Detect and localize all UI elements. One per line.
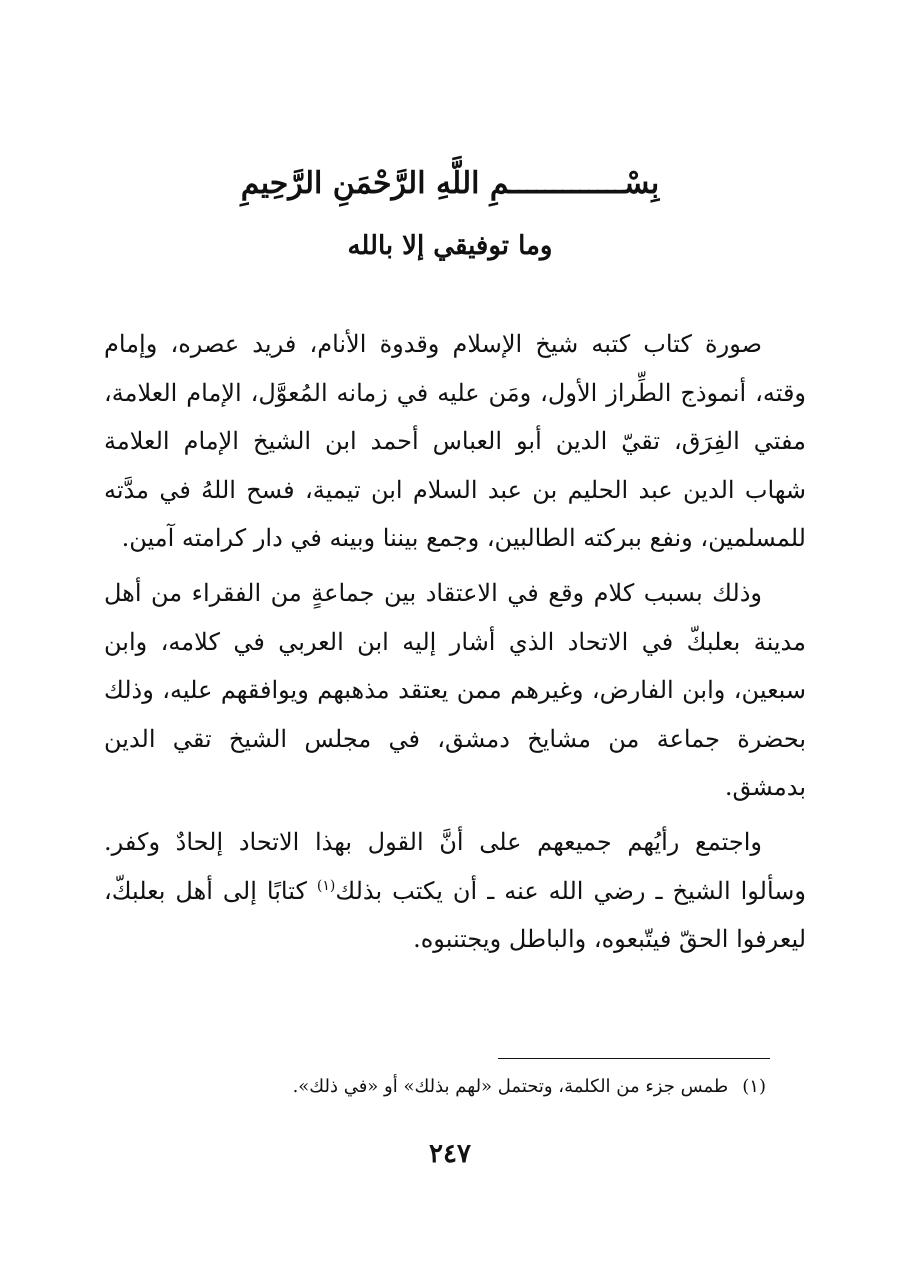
paragraph-3-text-end: كتابًا إلى أهل بعلبكّ، ليعرفوا الحقّ فيتّبعوه، والباطل ويجتنبوه. <box>104 876 806 954</box>
paragraph-2: وذلك بسبب كلام وقع في الاعتقاد بين جماعةٍ من الفقراء من أهل مدينة بعلبكّ في الاتحاد الذي أشار إليه ابن العربي في كلامه، وابن سبعين، وابن الفارض، وغيرهم ممن يعتقد مذهبهم ويوافقهم عليه، وذلك بحضرة جماعة من مشايخ دمشق، في مجلس الشيخ تقي الدين بدمشق. <box>104 578 807 802</box>
footnote-divider <box>498 1058 770 1059</box>
basmala-heading: بِسْـــــــــــــمِ اللَّهِ الرَّحْمَنِ الرَّحِيمِ <box>240 166 660 201</box>
subheading: وما توفيقي إلا بالله <box>347 231 553 261</box>
paragraph-3-text-start: واجتمع رأيُهم جميعهم على أنَّ القول بهذا الاتحاد إلحادٌ وكفر. وسألوا الشيخ ـ رضي الله عنه ـ أن يكتب بذلك <box>104 827 806 905</box>
footnote-text: طمس جزء من الكلمة، وتحتمل «لهم بذلك» أو «في ذلك». <box>292 1076 729 1097</box>
main-text <box>104 320 806 964</box>
footnote-number: (١) <box>742 1076 766 1097</box>
paragraph-1: صورة كتاب كتبه شيخ الإسلام وقدوة الأنام، فريد عصره، وإمام وقته، أنموذج الطِّراز الأول، ومَن عليه في زمانه المُعوَّل، الإمام العلامة، مفتي الفِرَق، تقيّ الدين أبو العباس أحمد ابن الشيخ الإمام العلامة شهاب الدين عبد الحليم بن عبد السلام ابن تيمية، فسح اللهُ في مدَّته للمسلمين، ونفع ببركته الطالبين، وجمع بيننا وبينه في دار كرامته آمين. <box>104 330 806 553</box>
paragraph-3 <box>104 818 806 964</box>
footnote <box>104 1072 766 1102</box>
page-number: ٢٤٧ <box>429 1139 471 1169</box>
footnote-reference: (١) <box>316 877 336 894</box>
